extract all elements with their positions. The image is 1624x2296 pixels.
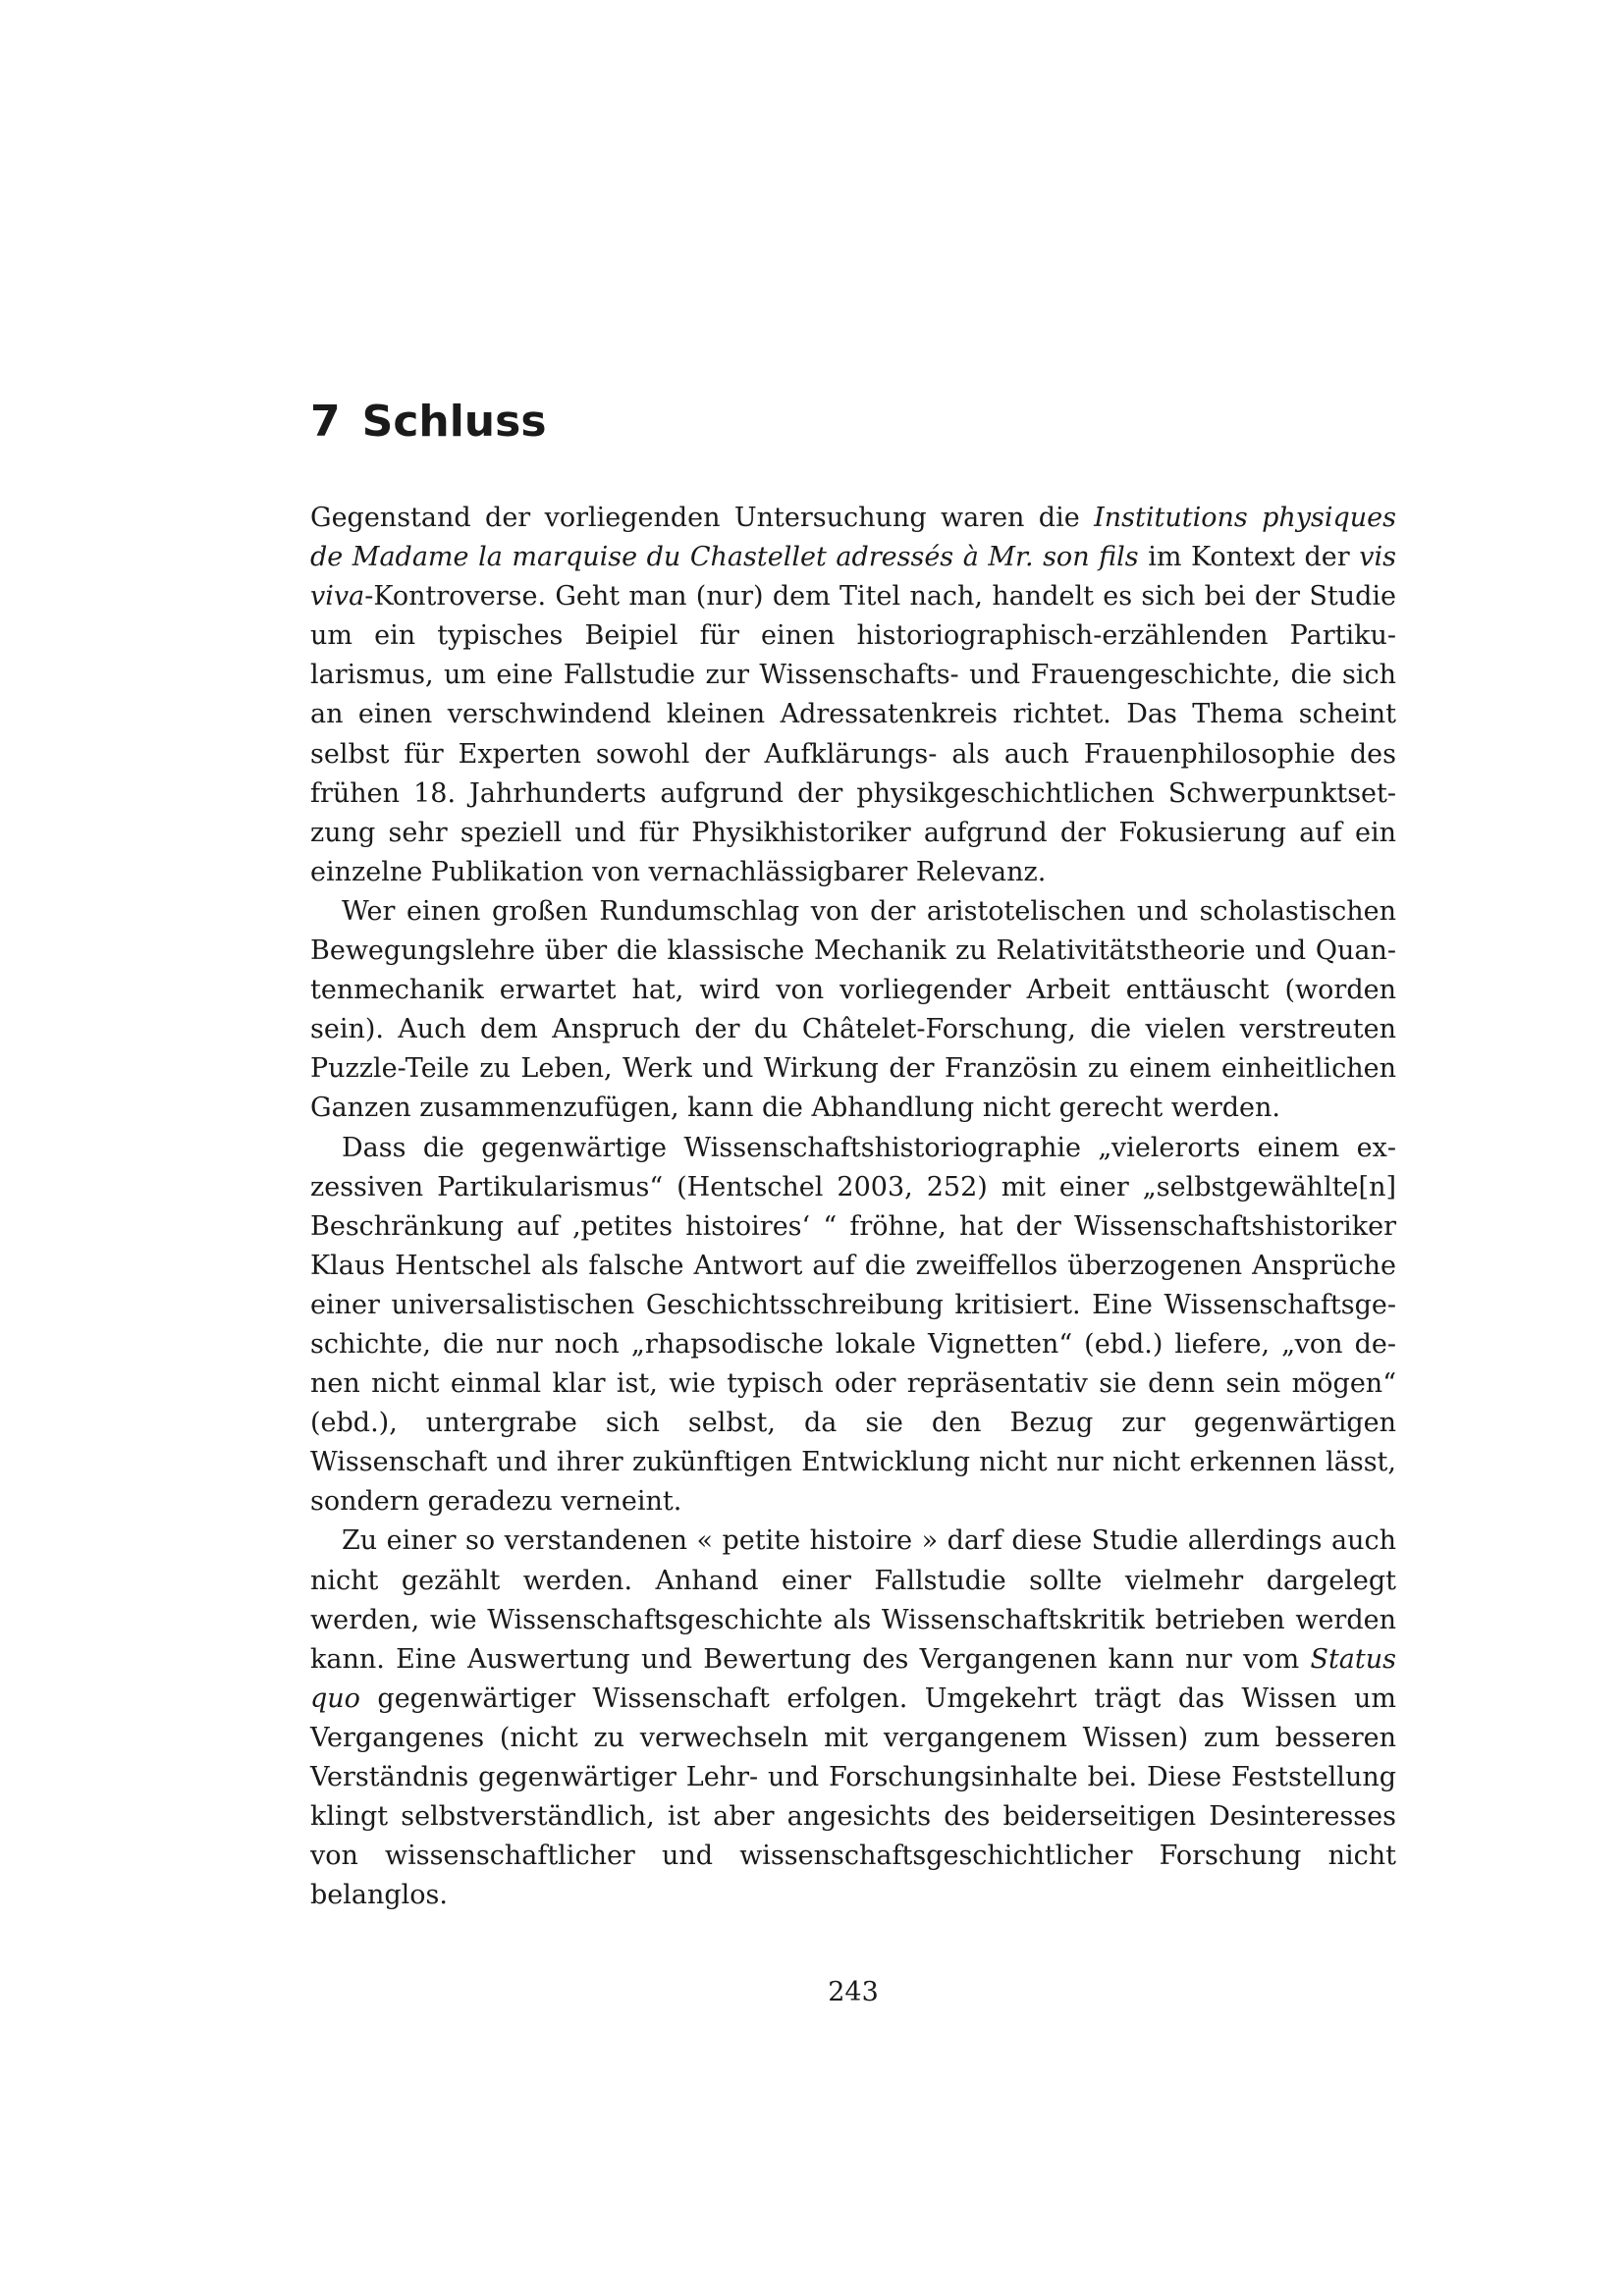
chapter-title: Schluss [361, 397, 547, 447]
book-title: Institutions physiques de Madame la marquise du Chastellet adressés à Mr. son fils [310, 503, 1396, 573]
chapter-body [310, 499, 1396, 1915]
chapter-number: 7 [310, 397, 341, 447]
paragraph-2: Wer einen großen Rundumschlag von der aristotelischen und scholastischen Bewegungslehre über die klassische Mechanik zu Relativitätstheorie und Quantenmechanik erwartet hat, wird von vorliegender Arbeit enttäuscht (worden sein). Auch dem Anspruch der du Châtelet-Forschung, die vielen verstreuten Puzzle-Teile zu Leben, Werk und Wirkung der Französin zu einem einheitlichen Ganzen zusammenzufügen, kann die Abhandlung nicht gerecht werden. [310, 895, 1396, 1124]
latin-term: Status quo [310, 1643, 1396, 1714]
paragraph-4: Zu einer so verstandenen « petite histoire » darf diese Studie allerdings auch nicht gezählt werden. Anhand einer Fallstudie sollte vielmehr dargelegt werden, wie Wissenschaftsgeschichte als Wissenschaftskritik betrieben werden kann. Eine Auswertung und Bewertung des Vergangenen kann nur vom Status quo gegenwärtiger Wissenschaft erfolgen. Umgekehrt trägt das Wissen um Vergangenes (nicht zu verwechseln mit vergangenem Wissen) zum besseren Verständnis gegenwärtiger Lehr- und Forschungsinhalte bei. Diese Feststellung klingt selbstverständlich, ist aber angesichts des beiderseitigen Desinteresses von wissenschaftlicher und wissenschaftsgeschichtlicher Forschung nicht belanglos. [310, 1525, 1396, 1911]
paragraph-3: Dass die gegenwärtige Wissenschaftshistoriographie „vielerorts einem exzessiven Partikularismus“ (Hentschel 2003, 252) mit einer „selbstgewählte[n] Beschränkung auf ‚petites histoires‘ “ fröhne, hat der Wissenschaftshistoriker Klaus Hentschel als falsche Antwort auf die zweiffellos überzogenen Ansprüche einer universalistischen Geschichtsschreibung kritisiert. Eine Wissenschaftsgeschichte, die nur noch „rhapsodische lokale Vignetten“ (ebd.) liefere, „von denen nicht einmal klar ist, wie typisch oder repräsentativ sie denn sein mögen“ (ebd.), untergrabe sich selbst, da sie den Bezug zur gegenwärtigen Wissenschaft und ihrer zukünftigen Entwicklung nicht nur nicht erkennen lässt, sondern geradezu verneint. [310, 1132, 1396, 1518]
paragraph-1: Gegenstand der vorliegenden Untersuchung waren die Institutions physiques de Madame la marquise du Chastellet adressés à Mr. son fils im Kontext der vis viva-Kontroverse. Geht man (nur) dem Titel nach, handelt es sich bei der Studie um ein typisches Beipiel für einen historiographisch-erzählenden Partikularismus, um eine Fallstudie zur Wissenschafts- und Frauengeschichte, die sich an einen verschwindend kleinen Adressatenkreis richtet. Das Thema scheint selbst für Experten sowohl der Aufklärungs- als auch Frauenphilosophie des frühen 18. Jahrhunderts aufgrund der physikgeschichtlichen Schwerpunktsetzung sehr speziell und für Physikhistoriker aufgrund der Fokusierung auf ein einzelne Publikation von vernachlässigbarer Relevanz. [310, 503, 1396, 887]
latin-term: vis viva [310, 542, 1396, 613]
chapter-heading [310, 397, 547, 448]
page-number: 243 [828, 1977, 879, 2007]
